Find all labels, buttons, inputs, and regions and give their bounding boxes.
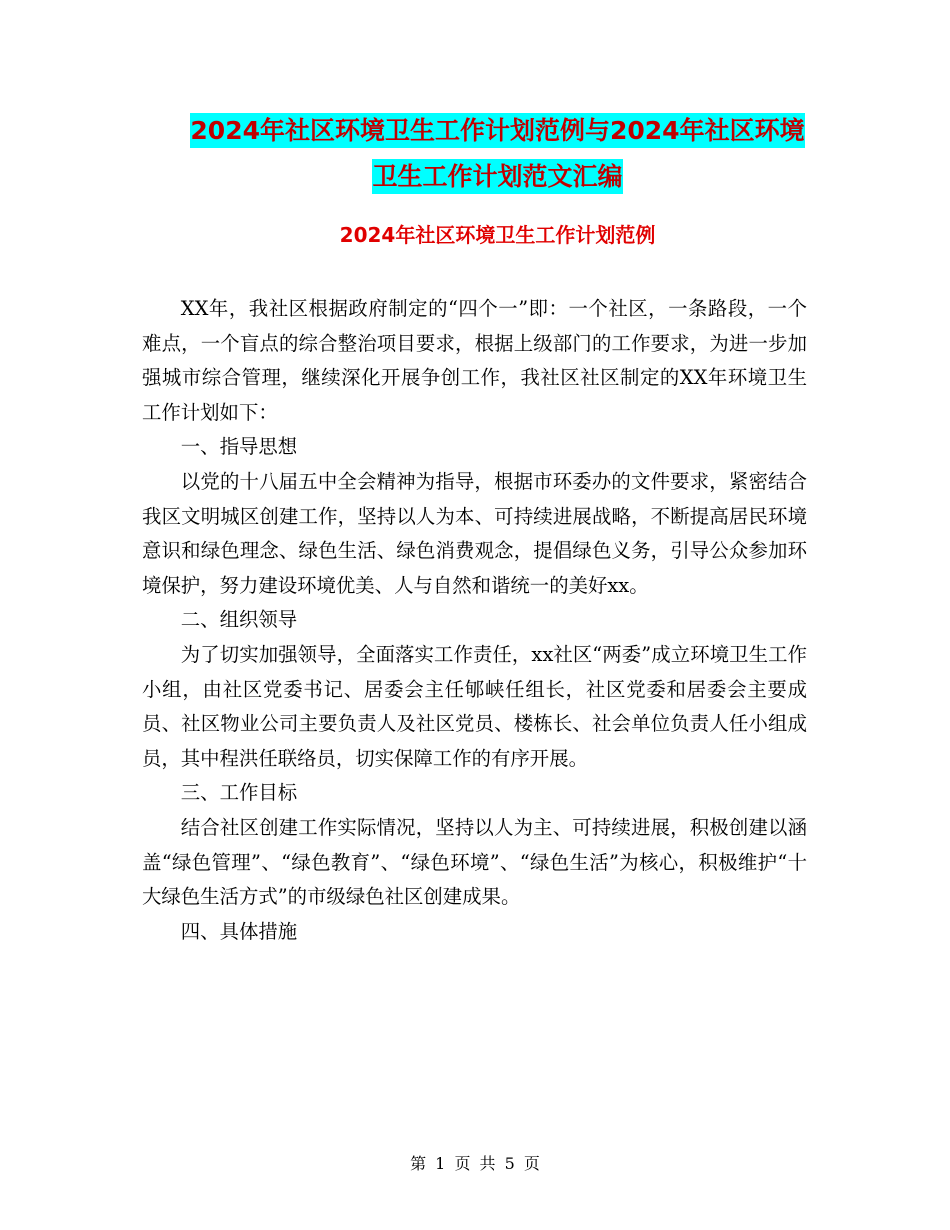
- page-number-footer: 第 1 页 共 5 页: [410, 1154, 540, 1173]
- heading-organization: 二、组织领导: [180, 608, 298, 632]
- document-title: [140, 108, 855, 200]
- paragraph-guiding-ideology: 以党的十八届五中全会精神为指导，根据市环委办的文件要求，紧密结合我区文明城区创建工作，坚持以人为本、可持续进展战略，不断提高居民环境意识和绿色理念、绿色生活、绿色消费观念，提倡绿色义务，引导公众参加环境保护，努力建设环境优美、人与自然和谐统一的美好xx。: [142, 469, 807, 597]
- document-body: [142, 292, 807, 949]
- heading-guiding-ideology: 一、指导思想: [180, 435, 298, 459]
- paragraph-organization: 为了切实加强领导，全面落实工作责任，xx社区“两委”成立环境卫生工作小组，由社区党委书记、居委会主任郇峡任组长，社区党委和居委会主要成员、社区物业公司主要负责人及社区党员、楼栋长、社会单位负责人任小组成员，其中程洪任联络员，切实保障工作的有序开展。: [142, 642, 807, 770]
- paragraph-work-goals: 结合社区创建工作实际情况，坚持以人为主、可持续进展，积极创建以涵盖“绿色管理”、“绿色教育”、“绿色环境”、“绿色生活”为核心，积极维护“十大绿色生活方式”的市级绿色社区创建成果。: [142, 815, 807, 909]
- heading-work-goals: 三、工作目标: [180, 781, 298, 805]
- paragraph-intro: XX年，我社区根据政府制定的“四个一”即：一个社区，一条路段，一个难点，一个盲点的综合整治项目要求，根据上级部门的工作要求，为进一步加强城市综合管理，继续深化开展争创工作，我社区社区制定的XX年环境卫生工作计划如下：: [142, 297, 807, 424]
- document-title-line-2: 卫生工作计划范文汇编: [372, 159, 622, 194]
- heading-specific-measures: 四、具体措施: [180, 919, 298, 943]
- section-title: 2024年社区环境卫生工作计划范例: [339, 223, 656, 247]
- document-title-line-1: 2024年社区环境卫生工作计划范例与2024年社区环境: [190, 113, 804, 148]
